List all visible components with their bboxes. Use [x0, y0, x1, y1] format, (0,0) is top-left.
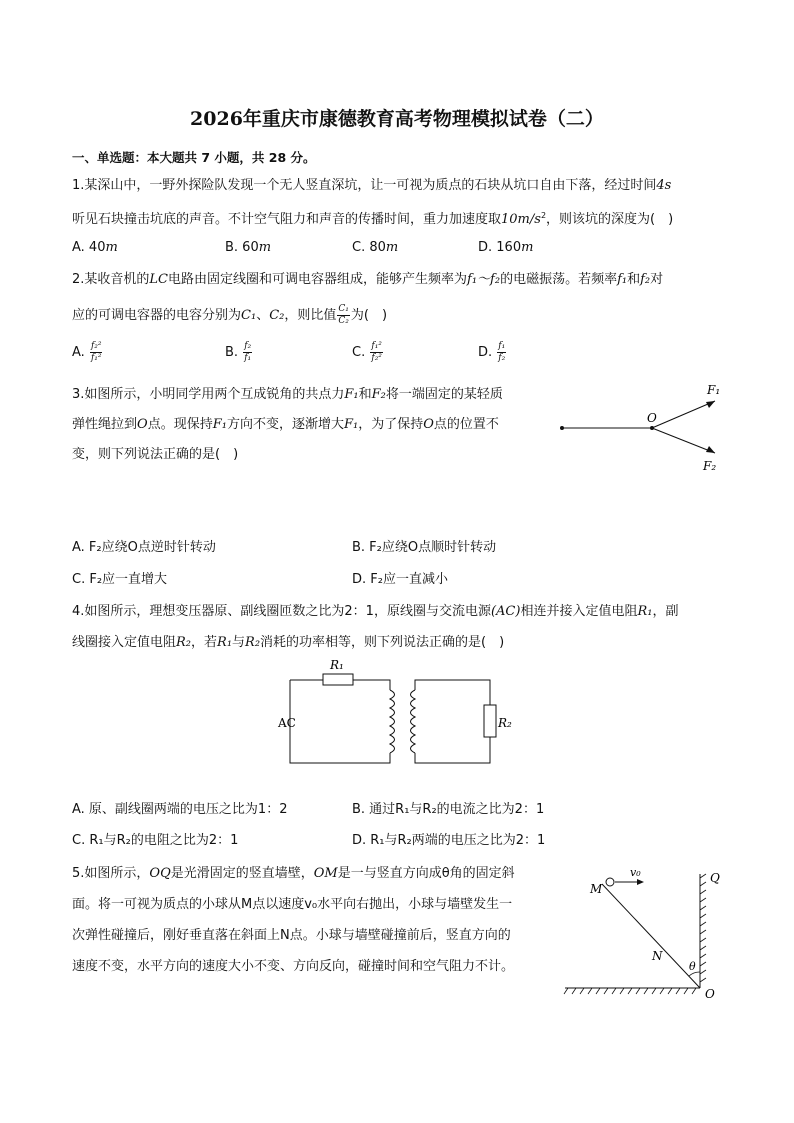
- q3-line-2: 弹性绳拉到O点。现保持F₁方向不变，逐渐增大F₁，为了保持O点的位置不: [72, 417, 499, 432]
- q2-line-2: 应的可调电容器的电容分别为C₁、C₂，则比值 $\frac{\text{C₁}}{\text{C₂}}$ 为( ): [72, 304, 388, 326]
- q5-incline-wall-diagram: [560, 862, 740, 1002]
- primary-coil: [390, 690, 395, 753]
- fixed-end-dot: [560, 426, 564, 430]
- secondary-bottom-wire: [415, 737, 490, 763]
- q1-gravity: 10m/s: [501, 212, 541, 227]
- q1-option-c[interactable]: C. 80m: [352, 240, 399, 255]
- q1-time: 4s: [656, 178, 672, 193]
- f1-arrowhead: [706, 401, 715, 408]
- q2-line-1: 2.某收音机的LC电路由固定线圈和可调电容器组成，能够产生频率为f₁～f₂的电磁振荡。若频率f₁和f₂对: [72, 272, 664, 287]
- q5-line-4: 速度不变，水平方向的速度大小不变、方向反向，碰撞时间和空气阻力不计。: [72, 959, 515, 974]
- resistor-r2: [484, 705, 496, 737]
- q5-line-1: 5.如图所示，OQ是光滑固定的竖直墙壁，OM是一与竖直方向成θ角的固定斜: [72, 866, 515, 881]
- q2-ratio-fraction: $\frac{\text{C₁}}{\text{C₂}}$: [338, 304, 349, 326]
- f2-arrowhead: [706, 446, 715, 453]
- label-f2: F₂: [703, 459, 717, 473]
- label-o: O: [705, 987, 715, 1001]
- q2-option-a[interactable]: A. $\frac{\text{f₂²}}{\text{f₁²}}$: [72, 341, 102, 363]
- q3-option-c[interactable]: C. F₂应一直增大: [72, 572, 168, 587]
- label-q: Q: [710, 871, 720, 885]
- incline-om: [602, 884, 700, 988]
- label-o: O: [647, 411, 657, 425]
- ground-hatching: [564, 988, 696, 994]
- q2-option-c[interactable]: C. $\frac{\text{f₁²}}{\text{f₂²}}$: [352, 341, 382, 363]
- label-m: M: [590, 882, 603, 896]
- q1-option-d[interactable]: D. 160m: [478, 240, 534, 255]
- q4-line-1: 4.如图所示，理想变压器原、副线圈匝数之比为2：1，原线圈与交流电源(AC)相连并接入定值电阻R₁，副: [72, 604, 679, 619]
- secondary-coil: [411, 690, 416, 753]
- resistor-r1: [323, 674, 353, 685]
- q1-line-1: [72, 176, 671, 196]
- ball: [606, 878, 614, 886]
- label-v0: v₀: [630, 866, 641, 879]
- q5-line-2: 面。将一可视为质点的小球从M点以速度v₀水平向右抛出，小球与墙壁发生一: [72, 897, 513, 912]
- label-n: N: [652, 949, 663, 963]
- q3-line-1: 3.如图所示，小明同学用两个互成锐角的共点力F₁和F₂将一端固定的某轻质: [72, 387, 503, 402]
- f1-arrow: [652, 401, 715, 428]
- q3-option-a[interactable]: A. F₂应绕O点逆时针转动: [72, 540, 216, 555]
- label-f1: F₁: [707, 383, 721, 397]
- f2-arrow: [652, 428, 715, 453]
- page-title: 2026年重庆市康德教育高考物理模拟试卷（二）: [190, 108, 604, 130]
- q4-option-a[interactable]: A. 原、副线圈两端的电压之比为1：2: [72, 802, 288, 817]
- label-r1: R₁: [330, 658, 344, 672]
- section-heading: 一、单选题：本大题共 7 小题，共 28 分。: [72, 150, 316, 165]
- label-theta: θ: [689, 960, 696, 973]
- q1-text: 1.某深山中，一野外探险队发现一个无人竖直深坑，让一可视为质点的石块从坑口自由下落，经过时间: [72, 178, 657, 193]
- q2-option-d[interactable]: D. $\frac{\text{f₁}}{\text{f₂}}$: [478, 341, 506, 363]
- secondary-top-wire: [415, 680, 490, 705]
- q2-option-b[interactable]: B. $\frac{\text{f₂}}{\text{f₁}}$: [225, 341, 252, 363]
- v0-arrowhead: [637, 879, 644, 885]
- q1-option-b[interactable]: B. 60m: [225, 240, 272, 255]
- q1-line-2: 听见石块撞击坑底的声音。不计空气阻力和声音的传播时间，重力加速度取$10m/s^2$，则该坑的深度为( ): [72, 211, 674, 227]
- q1-text-2: 听见石块撞击坑底的声音。不计空气阻力和声音的传播时间，重力加速度取: [72, 212, 502, 227]
- q3-option-b[interactable]: B. F₂应绕O点顺时针转动: [352, 540, 497, 555]
- q4-option-d[interactable]: D. R₁与R₂两端的电压之比为2：1: [352, 833, 546, 848]
- q5-line-3: 次弹性碰撞后，刚好垂直落在斜面上N点。小球与墙壁碰撞前后，竖直方向的: [72, 928, 511, 943]
- q1-text-3: ，则该坑的深度为( ): [546, 212, 674, 227]
- wall-hatching: [700, 874, 706, 982]
- q3-option-d[interactable]: D. F₂应一直减小: [352, 572, 448, 587]
- q3-force-diagram: [555, 380, 735, 480]
- q1-option-a[interactable]: A. 40m: [72, 240, 118, 255]
- q3-line-3: 变，则下列说法正确的是( ): [72, 447, 239, 462]
- label-r2: R₂: [498, 716, 512, 730]
- q4-line-2: 线圈接入定值电阻R₂，若R₁与R₂消耗的功率相等，则下列说法正确的是( ): [72, 635, 505, 650]
- q4-option-b[interactable]: B. 通过R₁与R₂的电流之比为2：1: [352, 802, 545, 817]
- q4-option-c[interactable]: C. R₁与R₂的电阻之比为2：1: [72, 833, 239, 848]
- label-ac: AC: [278, 716, 296, 730]
- primary-bottom-wire: [290, 680, 390, 763]
- q4-transformer-circuit: [278, 655, 512, 770]
